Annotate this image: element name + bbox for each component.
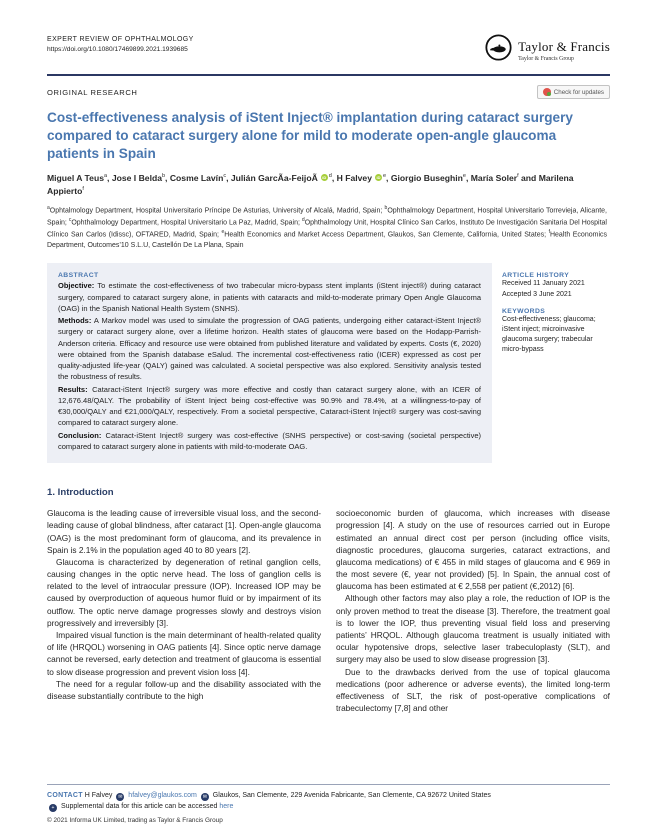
body-paragraph: socioeconomic burden of glaucoma, which increases with disease progression [4]. A study on the use of resources carried out in Europe estimated an annual direct cost per person (including office visits, diagnostic procedures, glaucoma surgeries, cataract extractions, and glaucoma medications) of € 455 in mild stages of glaucoma and € 969 in the most severe (€, year not provided) [5]. In Spain, the annual cost of glaucoma has been estimated at € 2,558 per patient (€,2012) [6]. bbox=[336, 508, 610, 592]
introduction-section bbox=[47, 487, 610, 777]
crossmark-icon bbox=[543, 88, 551, 96]
header-divider bbox=[47, 74, 610, 76]
journal-title: EXPERT REVIEW OF OPHTHALMOLOGY bbox=[47, 36, 194, 43]
affiliation-mark: c bbox=[68, 217, 72, 224]
contact-address: Glaukos, San Clemente, 229 Avenida Fabricante, San Clemente, CA 92672 United States bbox=[212, 791, 491, 799]
affiliation-mark: f bbox=[548, 229, 550, 236]
article-meta-column bbox=[502, 263, 610, 463]
publisher-group: Taylor & Francis Group bbox=[518, 55, 574, 62]
article-history-line: Received 11 January 2021 bbox=[502, 280, 585, 288]
taylor-francis-logo-icon bbox=[485, 34, 512, 66]
author-name: Cosme Lavín bbox=[169, 172, 224, 183]
check-for-updates-label: Check for updates bbox=[553, 88, 604, 96]
footer-divider bbox=[47, 784, 610, 785]
article-history-lines bbox=[502, 279, 610, 299]
body-paragraph: Due to the drawbacks derived from the use of topical glaucoma medications (poor adherence or adverse events), the limited long-term effectiveness of SLT, the risk of post-operative complications of trabeculectomy [7,8] and other bbox=[336, 666, 610, 714]
copyright-line: © 2021 Informa UK Limited, trading as Taylor & Francis Group bbox=[47, 817, 223, 824]
author-list: Miguel A Teus$^a$, Jose I Belda$^b$, Cosme Lavín$^c$, Julián GarcÃa-FeijoÃ iD $^d$, H Falvey iD $^e$, Giorgio Buseghin$^e$, María Soler$^f$ and Marilena Appierto$^f$ bbox=[47, 172, 574, 197]
abstract-paragraph: Conclusion: Cataract-iStent Inject® surgery was cost-effective (SNHS perspective) or cost-saving (societal perspective) compared to cataract surgery alone in patients with mild-to-moderate OAG. bbox=[58, 430, 481, 451]
article-history-heading: ARTICLE HISTORY bbox=[502, 272, 570, 280]
author-name: Jose I Belda bbox=[111, 172, 162, 183]
author-affiliation-mark: b bbox=[161, 172, 166, 179]
body-column-right bbox=[336, 507, 610, 714]
contact-label: CONTACT bbox=[47, 791, 83, 799]
doi-link[interactable]: https://doi.org/10.1080/17469899.2021.1939685 bbox=[47, 46, 188, 53]
supplemental-link[interactable]: here bbox=[219, 802, 234, 810]
author-name: Julián GarcÃa-FeijoÃ bbox=[230, 172, 318, 183]
contact-line bbox=[47, 790, 610, 801]
body-paragraph: Glaucoma is the leading cause of irreversible visual loss, and the second-leading cause of global blindness, after cataract [1]. Open-angle glaucoma (OAG) is the most predominant form of glaucoma, and its prevalence in Spain is 2.1% in the population aged 40 to 80 years [2]. bbox=[47, 508, 321, 555]
abstract-paragraph: Methods: A Markov model was used to simulate the progression of OAG patients, undergoing either cataract-iStent Inject® surgery or cataract surgery alone, over a lifetime horizon. Health states of glaucoma were based on the Hodapp-Parrish-Anderson criteria. Efficacy and resource use were obtained from published literature and validated by experts. Costs (€, 2020) were obtained from the Spanish database eSalud. The incremental cost-effectiveness ratio (ICER) expressed as cost per quality-adjusted life-year (QALY) gained was calculated. A societal perspective was also explored. Sensitivity analysis tested the robustness of results. bbox=[58, 316, 481, 382]
abstract-box bbox=[47, 263, 492, 463]
article-title: Cost-effectiveness analysis of iStent Inject® implantation during cataract surgery compared to cataract surgery alone for mild to moderate open-angle glaucoma patients in Spain bbox=[47, 110, 573, 161]
contact-name: H Falvey bbox=[84, 791, 113, 799]
body-column-left bbox=[47, 507, 321, 714]
author-affiliation-mark: a bbox=[103, 172, 108, 179]
check-for-updates-button[interactable] bbox=[537, 85, 610, 99]
orcid-icon[interactable]: iD bbox=[376, 174, 381, 180]
body-paragraph: The need for a regular follow-up and the disability associated with the disease substantially contribute to the high bbox=[47, 678, 321, 701]
author-affiliation-mark: e bbox=[382, 172, 387, 179]
body-paragraph: Impaired visual function is the main determinant of health-related quality of life (HRQOL) worsening in OAG patients [4]. Since optic nerve damage cannot be reversed, early detection and treatment of glaucoma is essential to slow disease progression and prevent vision loss [4]. bbox=[47, 630, 321, 677]
supplemental-icon: + bbox=[49, 804, 57, 812]
abstract-paragraph: Results: Cataract-iStent Inject® surgery was more effective and costly than cataract surgery alone, with an ICER of 12,676.48/QALY. The probability of iStent Inject being cost-effective was 90.9% and 78.4%, at a willingness-to-pay of €30,000/QALY and €21,000/QALY, respectively. From a societal perspective, Cataract-iStent Inject® surgery was cost-saving compared to cataract surgery alone. bbox=[58, 384, 481, 428]
contact-email-link[interactable]: hfalvey@glaukos.com bbox=[128, 791, 197, 799]
author-affiliation-mark: f bbox=[517, 172, 519, 179]
publisher-logo bbox=[485, 34, 610, 66]
affiliation-mark: e bbox=[221, 229, 225, 236]
masthead bbox=[47, 36, 610, 66]
keywords-heading: KEYWORDS bbox=[502, 307, 546, 315]
affiliation-mark: a bbox=[47, 205, 50, 212]
author-affiliation-mark: d bbox=[328, 172, 332, 179]
author-name: H Falvey bbox=[336, 172, 372, 183]
author-name: Marilena Appierto bbox=[47, 172, 574, 197]
section-heading-introduction: 1. Introduction bbox=[47, 487, 114, 499]
publisher-name: Taylor & Francis bbox=[518, 38, 610, 54]
supplemental-text: Supplemental data for this article can be accessed bbox=[60, 802, 218, 810]
abstract-paragraphs bbox=[58, 280, 481, 452]
author-name: Giorgio Buseghin bbox=[390, 172, 463, 183]
author-affiliation-mark: c bbox=[223, 172, 227, 179]
author-name: María Soler bbox=[470, 172, 518, 183]
body-columns bbox=[47, 507, 610, 714]
affiliation-mark: d bbox=[301, 217, 305, 224]
author-affiliation-mark: f bbox=[82, 186, 84, 193]
publisher-wordmark bbox=[518, 39, 610, 62]
page-footer bbox=[47, 784, 610, 824]
orcid-icon[interactable]: iD bbox=[322, 174, 327, 180]
body-paragraph: Although other factors may also play a role, the reduction of IOP is the only proven method to treat the disease [3]. Therefore, the treatment goal is to lower the IOP, thus preventing visual field loss and preserving patients’ HRQOL. Although glaucoma treatment is usually initiated with ocular hypotensive drops, selective laser trabeculoplasty (SLT), and surgery may also be used to slow disease progression [3]. bbox=[336, 593, 610, 665]
abstract-paragraph: Objective: To estimate the cost-effectiveness of two trabecular micro-bypass stent implants (iStent inject®) during cataract surgery, compared to cataract surgery alone, in patients with cataracts and mild-to-moderate primary Open Angle Glaucoma (OAG) in the Spanish National Health System (SNHS). bbox=[58, 281, 481, 313]
keywords-text: Cost-effectiveness; glaucoma; iStent inject; microinvasive glaucoma surgery; trabecular micro-bypass bbox=[502, 315, 596, 354]
author-affiliation-mark: e bbox=[462, 172, 466, 179]
email-icon: ✉ bbox=[118, 793, 123, 800]
author-name: Miguel A Teus bbox=[47, 172, 104, 183]
article-type-label: ORIGINAL RESEARCH bbox=[47, 87, 138, 97]
article-history-line: Accepted 3 June 2021 bbox=[502, 290, 572, 298]
abstract-section bbox=[47, 263, 610, 463]
supplemental-line bbox=[47, 801, 610, 812]
journal-block bbox=[47, 36, 194, 53]
affiliation-mark: b bbox=[384, 205, 388, 212]
abstract-heading: ABSTRACT bbox=[58, 272, 99, 280]
address-icon: ✉ bbox=[202, 793, 207, 800]
body-paragraph: Glaucoma is characterized by degeneration of retinal ganglion cells, causing changes in the optic nerve head. The loss of ganglion cells is related to the level of intraocular pressure (IOP). Increased IOP may be caused by overproduction of aqueous humor fluid or by impairment of its outflow. The optic nerve damage progresses slowly and destroys vision progressively and irreversibly [3]. bbox=[47, 556, 321, 628]
affiliations: $^a$Ophtalmology Department, Hospital Universitario Príncipe De Asturias, University of Alcalá, Madrid, Spain; $^b$Ophthalmology Department, Hospital Universitario Torrevieja, Alicante, Spain; $^c$Ophthalmology Department, Hospital Universitario La Paz, Madrid, Spain; $^d$Ophthalmology Unit, Hospital Clínico San Carlos, Instituto De Investigación Sanitaria Del Hospital Clínico San Carlos (Idissc), OFTARED, Madrid, Spain; $^e$Health Economics and Market Access Department, Glaukos, San Clemente, California, United States; $^f$Health Economics Department, Outcomes’10 S.L.U, Castellón De La Plana, Spain bbox=[47, 205, 608, 249]
article-type-row bbox=[47, 85, 610, 99]
